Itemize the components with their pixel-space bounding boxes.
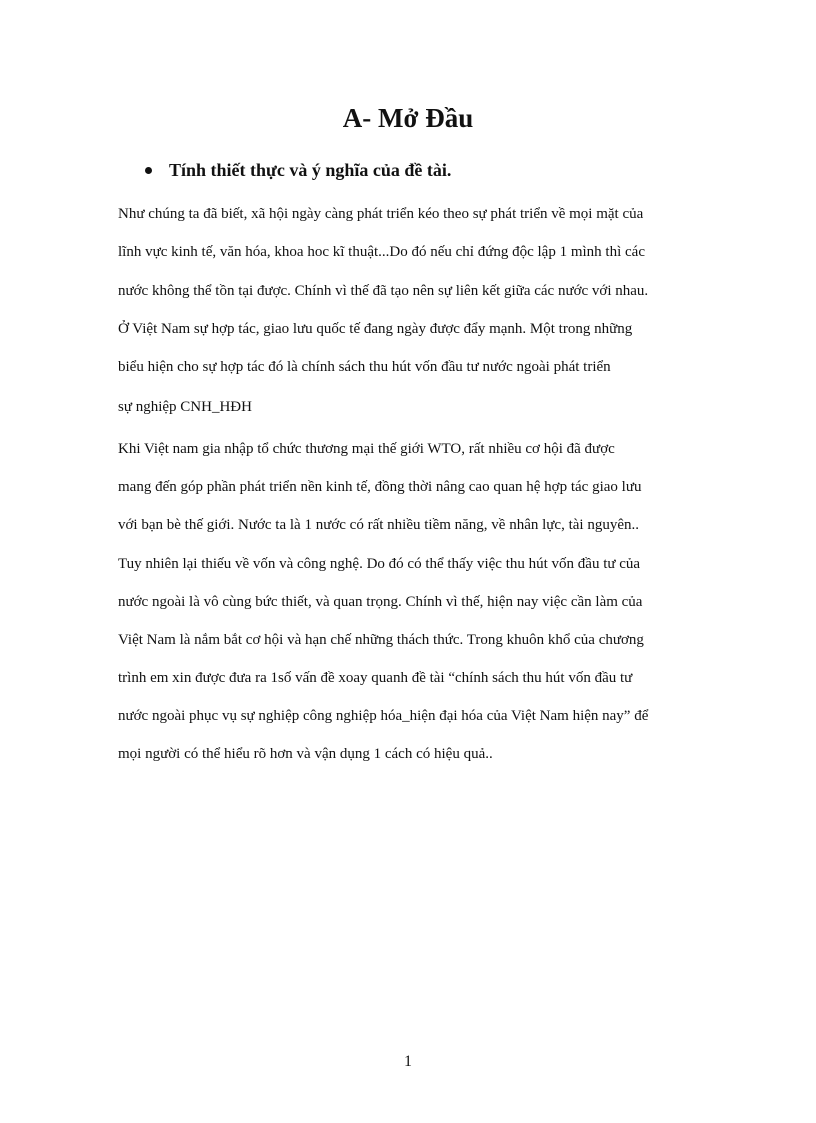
text-line: nước ngoài phục vụ sự nghiệp công nghiệp hóa_hiện đại hóa của Việt Nam hiện nay” để	[118, 708, 649, 724]
text-line: Tuy nhiên lại thiếu về vốn và công nghệ. Do đó có thể thấy việc thu hút vốn đầu tư của	[118, 556, 641, 572]
page-number: 1	[404, 1053, 412, 1070]
text-line: Ở Việt Nam sự hợp tác, giao lưu quốc tế đang ngày được đẩy mạnh. Một trong những	[118, 321, 633, 337]
page-title: A- Mở Đầu	[342, 103, 474, 133]
text-line: mang đến góp phần phát triển nền kinh tế, đồng thời nâng cao quan hệ hợp tác giao lưu	[118, 479, 642, 495]
text-line: với bạn bè thế giới. Nước ta là 1 nước có rất nhiều tiềm năng, về nhân lực, tài nguyên..	[118, 517, 639, 533]
text-line: lĩnh vực kinh tế, văn hóa, khoa hoc kĩ thuật...Do đó nếu chỉ đứng độc lập 1 mình thì các	[118, 244, 645, 260]
text-line: trình em xin được đưa ra 1số vấn đề xoay quanh đề tài “chính sách thu hút vốn đầu tư	[118, 670, 633, 686]
section-heading	[145, 160, 451, 181]
text-line: Như chúng ta đã biết, xã hội ngày càng phát triển kéo theo sự phát triển về mọi mặt của	[118, 206, 644, 222]
section-heading-text: Tính thiết thực và ý nghĩa của đề tài.	[169, 160, 452, 180]
text-line: Việt Nam là nắm bắt cơ hội và hạn chế những thách thức. Trong khuôn khổ của chương	[118, 632, 644, 648]
text-line: mọi người có thể hiểu rõ hơn và vận dụng 1 cách có hiệu quả..	[118, 746, 493, 762]
bullet-icon	[145, 167, 152, 174]
text-line: Khi Việt nam gia nhập tổ chức thương mại thế giới WTO, rất nhiều cơ hội đã được	[118, 441, 615, 457]
text-line: nước không thể tồn tại được. Chính vì thế đã tạo nên sự liên kết giữa các nước với nhau.	[118, 283, 649, 299]
text-line: nước ngoài là vô cùng bức thiết, và quan trọng. Chính vì thế, hiện nay việc cần làm của	[118, 594, 643, 610]
text-line: biểu hiện cho sự hợp tác đó là chính sách thu hút vốn đầu tư nước ngoài phát triển	[118, 359, 611, 375]
text-line: sự nghiệp CNH_HĐH	[118, 399, 252, 415]
